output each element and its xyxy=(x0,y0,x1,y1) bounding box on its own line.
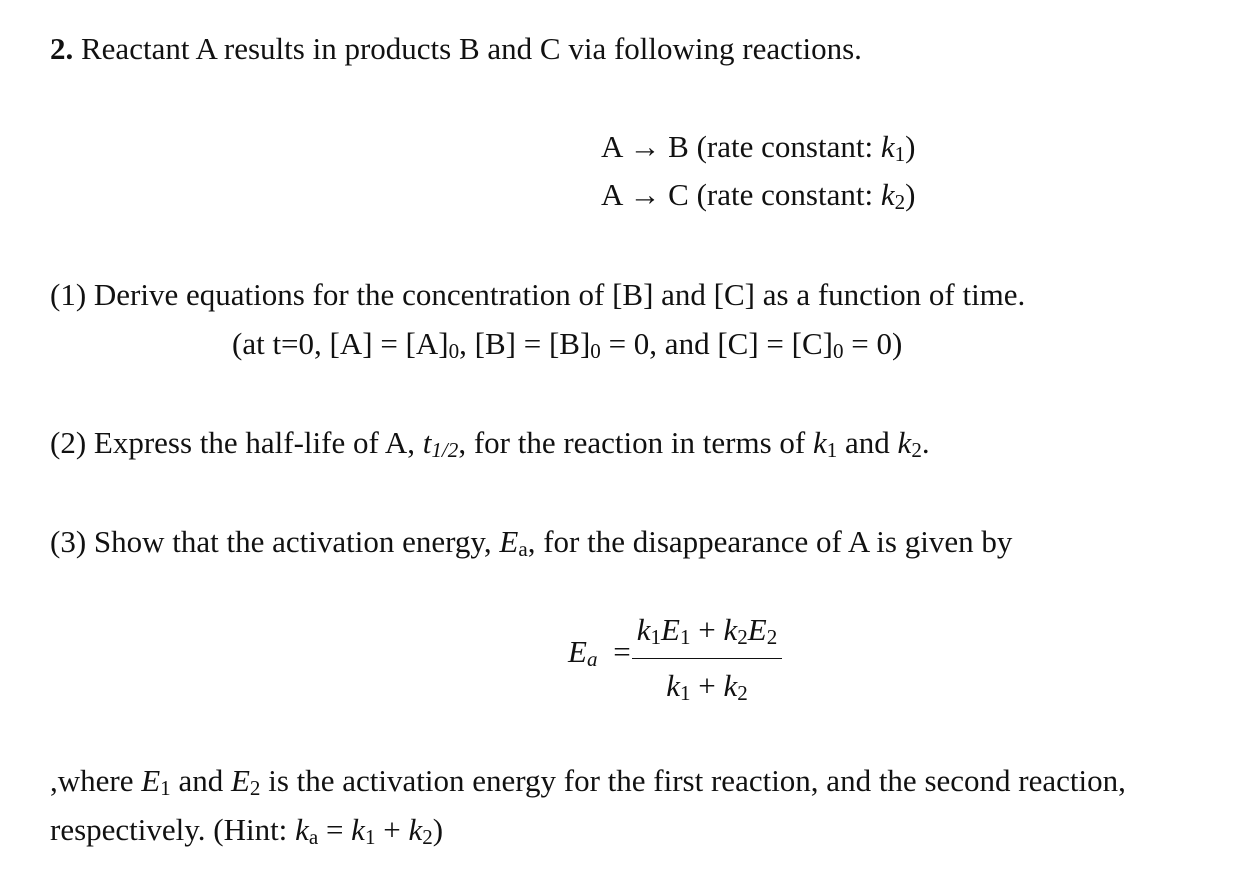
den-plus: + xyxy=(690,668,724,703)
reaction-1-sub: 1 xyxy=(894,141,906,166)
problem-heading xyxy=(50,30,862,68)
q2-k1: k xyxy=(812,425,827,460)
reaction-1-text: A → B (rate constant: xyxy=(601,129,881,164)
where-line xyxy=(50,762,1126,807)
problem-number: 2. xyxy=(50,31,74,66)
q2-tsub: 1/2 xyxy=(431,437,459,462)
where-and: and xyxy=(170,763,231,798)
hint-k1: k xyxy=(351,812,365,847)
cond-sub-2: 0 xyxy=(832,338,844,363)
q2-k1sub: 1 xyxy=(826,437,838,462)
hint-close: ) xyxy=(432,812,444,847)
where-E2: E xyxy=(230,763,250,798)
hint-plus: + xyxy=(375,812,409,847)
formula-E: E xyxy=(568,634,587,669)
question-1-text: (1) Derive equations for the concentration of [B] and [C] as a function of time. xyxy=(50,277,1026,312)
num-E1: E xyxy=(661,612,680,647)
question-2 xyxy=(50,424,930,469)
q3-b: , for the disappearance of A is given by xyxy=(527,524,1013,559)
q2-k2: k xyxy=(897,425,912,460)
hint-k1s: 1 xyxy=(364,824,376,849)
reaction-2-sub: 2 xyxy=(894,189,906,214)
reaction-1 xyxy=(601,128,915,173)
den-k1: k xyxy=(666,668,680,703)
num-plus: + xyxy=(690,612,724,647)
num-E2s: 2 xyxy=(766,624,778,649)
reaction-2-close: ) xyxy=(905,177,916,212)
problem-intro: Reactant A results in products B and C via following reactions. xyxy=(73,31,862,66)
where-a: ,where xyxy=(50,763,142,798)
hint-line xyxy=(50,811,443,856)
num-k1: k xyxy=(636,612,651,647)
num-E1s: 1 xyxy=(679,624,691,649)
q3-a: (3) Show that the activation energy, xyxy=(50,524,500,559)
cond-a: (at t=0, [A] = [A] xyxy=(232,326,449,361)
num-E2: E xyxy=(747,612,767,647)
formula-E-sub: a xyxy=(586,646,598,671)
activation-energy-formula xyxy=(560,612,820,712)
reaction-2-k: k xyxy=(880,177,895,212)
formula-lhs xyxy=(568,634,631,672)
where-E1s: 1 xyxy=(160,775,171,800)
cond-sub-0: 0 xyxy=(448,338,460,363)
hint-k2s: 2 xyxy=(422,824,433,849)
den-k2s: 2 xyxy=(737,680,748,705)
question-1 xyxy=(50,276,1025,314)
q2-b: , for the reaction in terms of xyxy=(458,425,813,460)
hint-a: respectively. (Hint: xyxy=(50,812,296,847)
hint-k: k xyxy=(295,812,309,847)
q3-E: E xyxy=(499,524,519,559)
reaction-2-text: A → C (rate constant: xyxy=(601,177,881,212)
reaction-1-close: ) xyxy=(905,129,916,164)
question-3 xyxy=(50,523,1012,568)
question-1-conditions xyxy=(232,325,902,370)
reaction-1-k: k xyxy=(880,129,895,164)
where-b: is the activation energy for the first reaction, and the second reaction, xyxy=(260,763,1126,798)
q2-t: t xyxy=(422,425,432,460)
cond-sub-1: 0 xyxy=(590,338,601,363)
where-E2s: 2 xyxy=(249,775,261,800)
cond-b: , [B] = [B] xyxy=(459,326,591,361)
q2-k2sub: 2 xyxy=(911,437,922,462)
hint-eq: = xyxy=(318,812,352,847)
formula-denominator xyxy=(632,668,782,706)
q2-a: (2) Express the half-life of A, xyxy=(50,425,423,460)
den-k1s: 1 xyxy=(679,680,691,705)
num-k2s: 2 xyxy=(737,624,748,649)
cond-c: = 0, and [C] = [C] xyxy=(600,326,833,361)
formula-equals: = xyxy=(613,634,631,669)
reaction-2 xyxy=(601,176,915,221)
num-k2: k xyxy=(723,612,738,647)
q3-Esub: a xyxy=(518,536,528,561)
hint-k2: k xyxy=(408,812,423,847)
q2-and: and xyxy=(837,425,898,460)
fraction-bar xyxy=(632,658,782,659)
where-E1: E xyxy=(141,763,161,798)
num-k1s: 1 xyxy=(650,624,662,649)
den-k2: k xyxy=(723,668,738,703)
formula-numerator xyxy=(632,612,782,650)
q2-end: . xyxy=(921,425,930,460)
cond-d: = 0) xyxy=(843,326,903,361)
hint-ks: a xyxy=(308,824,319,849)
